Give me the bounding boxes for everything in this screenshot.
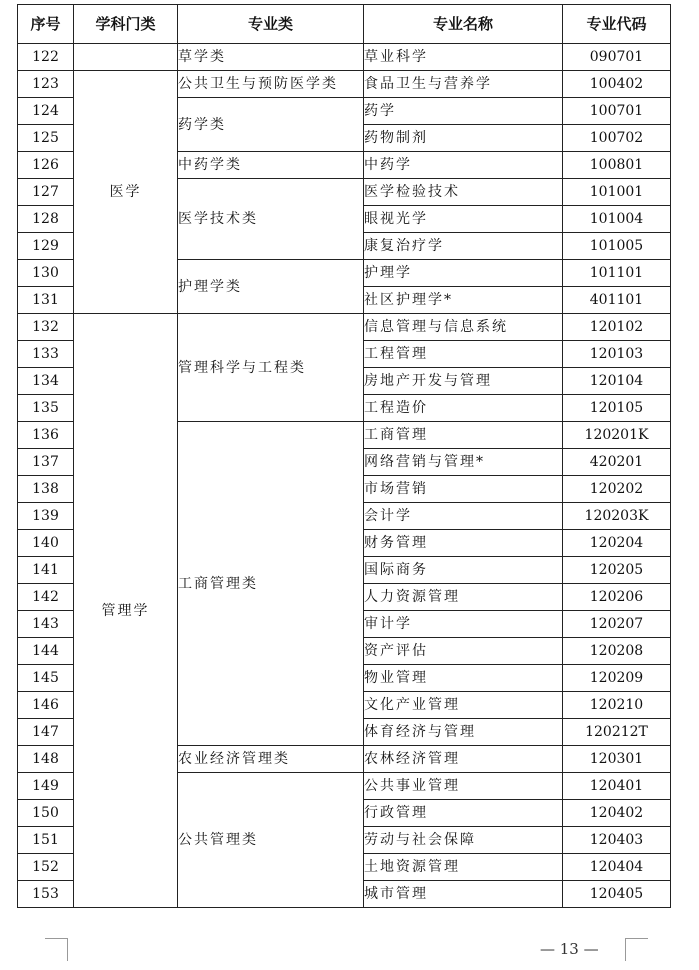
seq-cell: 145 bbox=[18, 665, 74, 692]
major-name-cell: 眼视光学 bbox=[364, 206, 563, 233]
major-code-cell: 120212T bbox=[563, 719, 671, 746]
class-cell: 护理学类 bbox=[178, 260, 364, 314]
major-code-cell: 120210 bbox=[563, 692, 671, 719]
major-code-cell: 120208 bbox=[563, 638, 671, 665]
major-name-cell: 中药学 bbox=[364, 152, 563, 179]
seq-cell: 148 bbox=[18, 746, 74, 773]
major-name-cell: 食品卫生与营养学 bbox=[364, 71, 563, 98]
major-code-cell: 100701 bbox=[563, 98, 671, 125]
seq-cell: 123 bbox=[18, 71, 74, 98]
category-cell: 管理学 bbox=[74, 314, 178, 908]
seq-cell: 137 bbox=[18, 449, 74, 476]
major-code-cell: 120301 bbox=[563, 746, 671, 773]
major-code-cell: 100801 bbox=[563, 152, 671, 179]
major-name-cell: 农林经济管理 bbox=[364, 746, 563, 773]
major-code-cell: 101004 bbox=[563, 206, 671, 233]
class-cell: 工商管理类 bbox=[178, 422, 364, 746]
major-code-cell: 120203K bbox=[563, 503, 671, 530]
seq-cell: 122 bbox=[18, 44, 74, 71]
class-cell: 农业经济管理类 bbox=[178, 746, 364, 773]
header-category: 学科门类 bbox=[74, 5, 178, 44]
major-name-cell: 国际商务 bbox=[364, 557, 563, 584]
major-name-cell: 劳动与社会保障 bbox=[364, 827, 563, 854]
seq-cell: 149 bbox=[18, 773, 74, 800]
major-code-cell: 120401 bbox=[563, 773, 671, 800]
major-code-cell: 100402 bbox=[563, 71, 671, 98]
major-name-cell: 财务管理 bbox=[364, 530, 563, 557]
major-code-cell: 120102 bbox=[563, 314, 671, 341]
major-name-cell: 药学 bbox=[364, 98, 563, 125]
table-row bbox=[18, 44, 671, 71]
major-name-cell: 市场营销 bbox=[364, 476, 563, 503]
seq-cell: 146 bbox=[18, 692, 74, 719]
major-name-cell: 人力资源管理 bbox=[364, 584, 563, 611]
major-name-cell: 工程管理 bbox=[364, 341, 563, 368]
major-code-cell: 120209 bbox=[563, 665, 671, 692]
major-name-cell: 工程造价 bbox=[364, 395, 563, 422]
major-name-cell: 护理学 bbox=[364, 260, 563, 287]
table-row bbox=[18, 71, 671, 98]
major-name-cell: 行政管理 bbox=[364, 800, 563, 827]
seq-cell: 131 bbox=[18, 287, 74, 314]
major-code-cell: 120103 bbox=[563, 341, 671, 368]
header-row bbox=[18, 5, 671, 44]
page-number: — 13 — bbox=[540, 940, 599, 958]
category-cell bbox=[74, 44, 178, 71]
major-code-cell: 120201K bbox=[563, 422, 671, 449]
major-code-cell: 120202 bbox=[563, 476, 671, 503]
major-name-cell: 信息管理与信息系统 bbox=[364, 314, 563, 341]
class-cell: 中药学类 bbox=[178, 152, 364, 179]
major-name-cell: 资产评估 bbox=[364, 638, 563, 665]
major-name-cell: 草业科学 bbox=[364, 44, 563, 71]
major-code-cell: 420201 bbox=[563, 449, 671, 476]
class-cell: 药学类 bbox=[178, 98, 364, 152]
class-cell: 草学类 bbox=[178, 44, 364, 71]
major-code-cell: 120205 bbox=[563, 557, 671, 584]
major-name-cell: 社区护理学* bbox=[364, 287, 563, 314]
major-name-cell: 审计学 bbox=[364, 611, 563, 638]
major-code-cell: 120104 bbox=[563, 368, 671, 395]
seq-cell: 129 bbox=[18, 233, 74, 260]
major-code-cell: 101001 bbox=[563, 179, 671, 206]
major-name-cell: 医学检验技术 bbox=[364, 179, 563, 206]
seq-cell: 132 bbox=[18, 314, 74, 341]
corner-mark-left bbox=[45, 938, 68, 961]
table-body bbox=[18, 44, 671, 908]
seq-cell: 133 bbox=[18, 341, 74, 368]
major-name-cell: 文化产业管理 bbox=[364, 692, 563, 719]
header-class: 专业类 bbox=[178, 5, 364, 44]
major-name-cell: 土地资源管理 bbox=[364, 854, 563, 881]
major-code-cell: 120207 bbox=[563, 611, 671, 638]
header-seq: 序号 bbox=[18, 5, 74, 44]
major-name-cell: 房地产开发与管理 bbox=[364, 368, 563, 395]
major-name-cell: 公共事业管理 bbox=[364, 773, 563, 800]
seq-cell: 147 bbox=[18, 719, 74, 746]
class-cell: 公共卫生与预防医学类 bbox=[178, 71, 364, 98]
seq-cell: 151 bbox=[18, 827, 74, 854]
seq-cell: 136 bbox=[18, 422, 74, 449]
class-cell: 公共管理类 bbox=[178, 773, 364, 908]
header-code: 专业代码 bbox=[563, 5, 671, 44]
seq-cell: 135 bbox=[18, 395, 74, 422]
major-code-cell: 100702 bbox=[563, 125, 671, 152]
category-cell: 医学 bbox=[74, 71, 178, 314]
seq-cell: 142 bbox=[18, 584, 74, 611]
seq-cell: 152 bbox=[18, 854, 74, 881]
seq-cell: 150 bbox=[18, 800, 74, 827]
seq-cell: 139 bbox=[18, 503, 74, 530]
major-code-cell: 090701 bbox=[563, 44, 671, 71]
class-cell: 管理科学与工程类 bbox=[178, 314, 364, 422]
major-name-cell: 工商管理 bbox=[364, 422, 563, 449]
seq-cell: 141 bbox=[18, 557, 74, 584]
major-code-cell: 401101 bbox=[563, 287, 671, 314]
major-code-cell: 120405 bbox=[563, 881, 671, 908]
major-code-cell: 120206 bbox=[563, 584, 671, 611]
major-name-cell: 城市管理 bbox=[364, 881, 563, 908]
major-name-cell: 药物制剂 bbox=[364, 125, 563, 152]
seq-cell: 153 bbox=[18, 881, 74, 908]
seq-cell: 124 bbox=[18, 98, 74, 125]
seq-cell: 140 bbox=[18, 530, 74, 557]
header-name: 专业名称 bbox=[364, 5, 563, 44]
major-name-cell: 会计学 bbox=[364, 503, 563, 530]
seq-cell: 138 bbox=[18, 476, 74, 503]
seq-cell: 127 bbox=[18, 179, 74, 206]
seq-cell: 143 bbox=[18, 611, 74, 638]
major-name-cell: 康复治疗学 bbox=[364, 233, 563, 260]
major-code-cell: 120204 bbox=[563, 530, 671, 557]
seq-cell: 144 bbox=[18, 638, 74, 665]
major-name-cell: 网络营销与管理* bbox=[364, 449, 563, 476]
seq-cell: 128 bbox=[18, 206, 74, 233]
major-code-cell: 101005 bbox=[563, 233, 671, 260]
major-name-cell: 物业管理 bbox=[364, 665, 563, 692]
seq-cell: 130 bbox=[18, 260, 74, 287]
seq-cell: 125 bbox=[18, 125, 74, 152]
major-code-cell: 120105 bbox=[563, 395, 671, 422]
major-code-cell: 120402 bbox=[563, 800, 671, 827]
major-code-cell: 101101 bbox=[563, 260, 671, 287]
major-code-cell: 120403 bbox=[563, 827, 671, 854]
class-cell: 医学技术类 bbox=[178, 179, 364, 260]
table-row bbox=[18, 314, 671, 341]
majors-table bbox=[17, 4, 671, 908]
major-name-cell: 体育经济与管理 bbox=[364, 719, 563, 746]
major-code-cell: 120404 bbox=[563, 854, 671, 881]
seq-cell: 126 bbox=[18, 152, 74, 179]
seq-cell: 134 bbox=[18, 368, 74, 395]
